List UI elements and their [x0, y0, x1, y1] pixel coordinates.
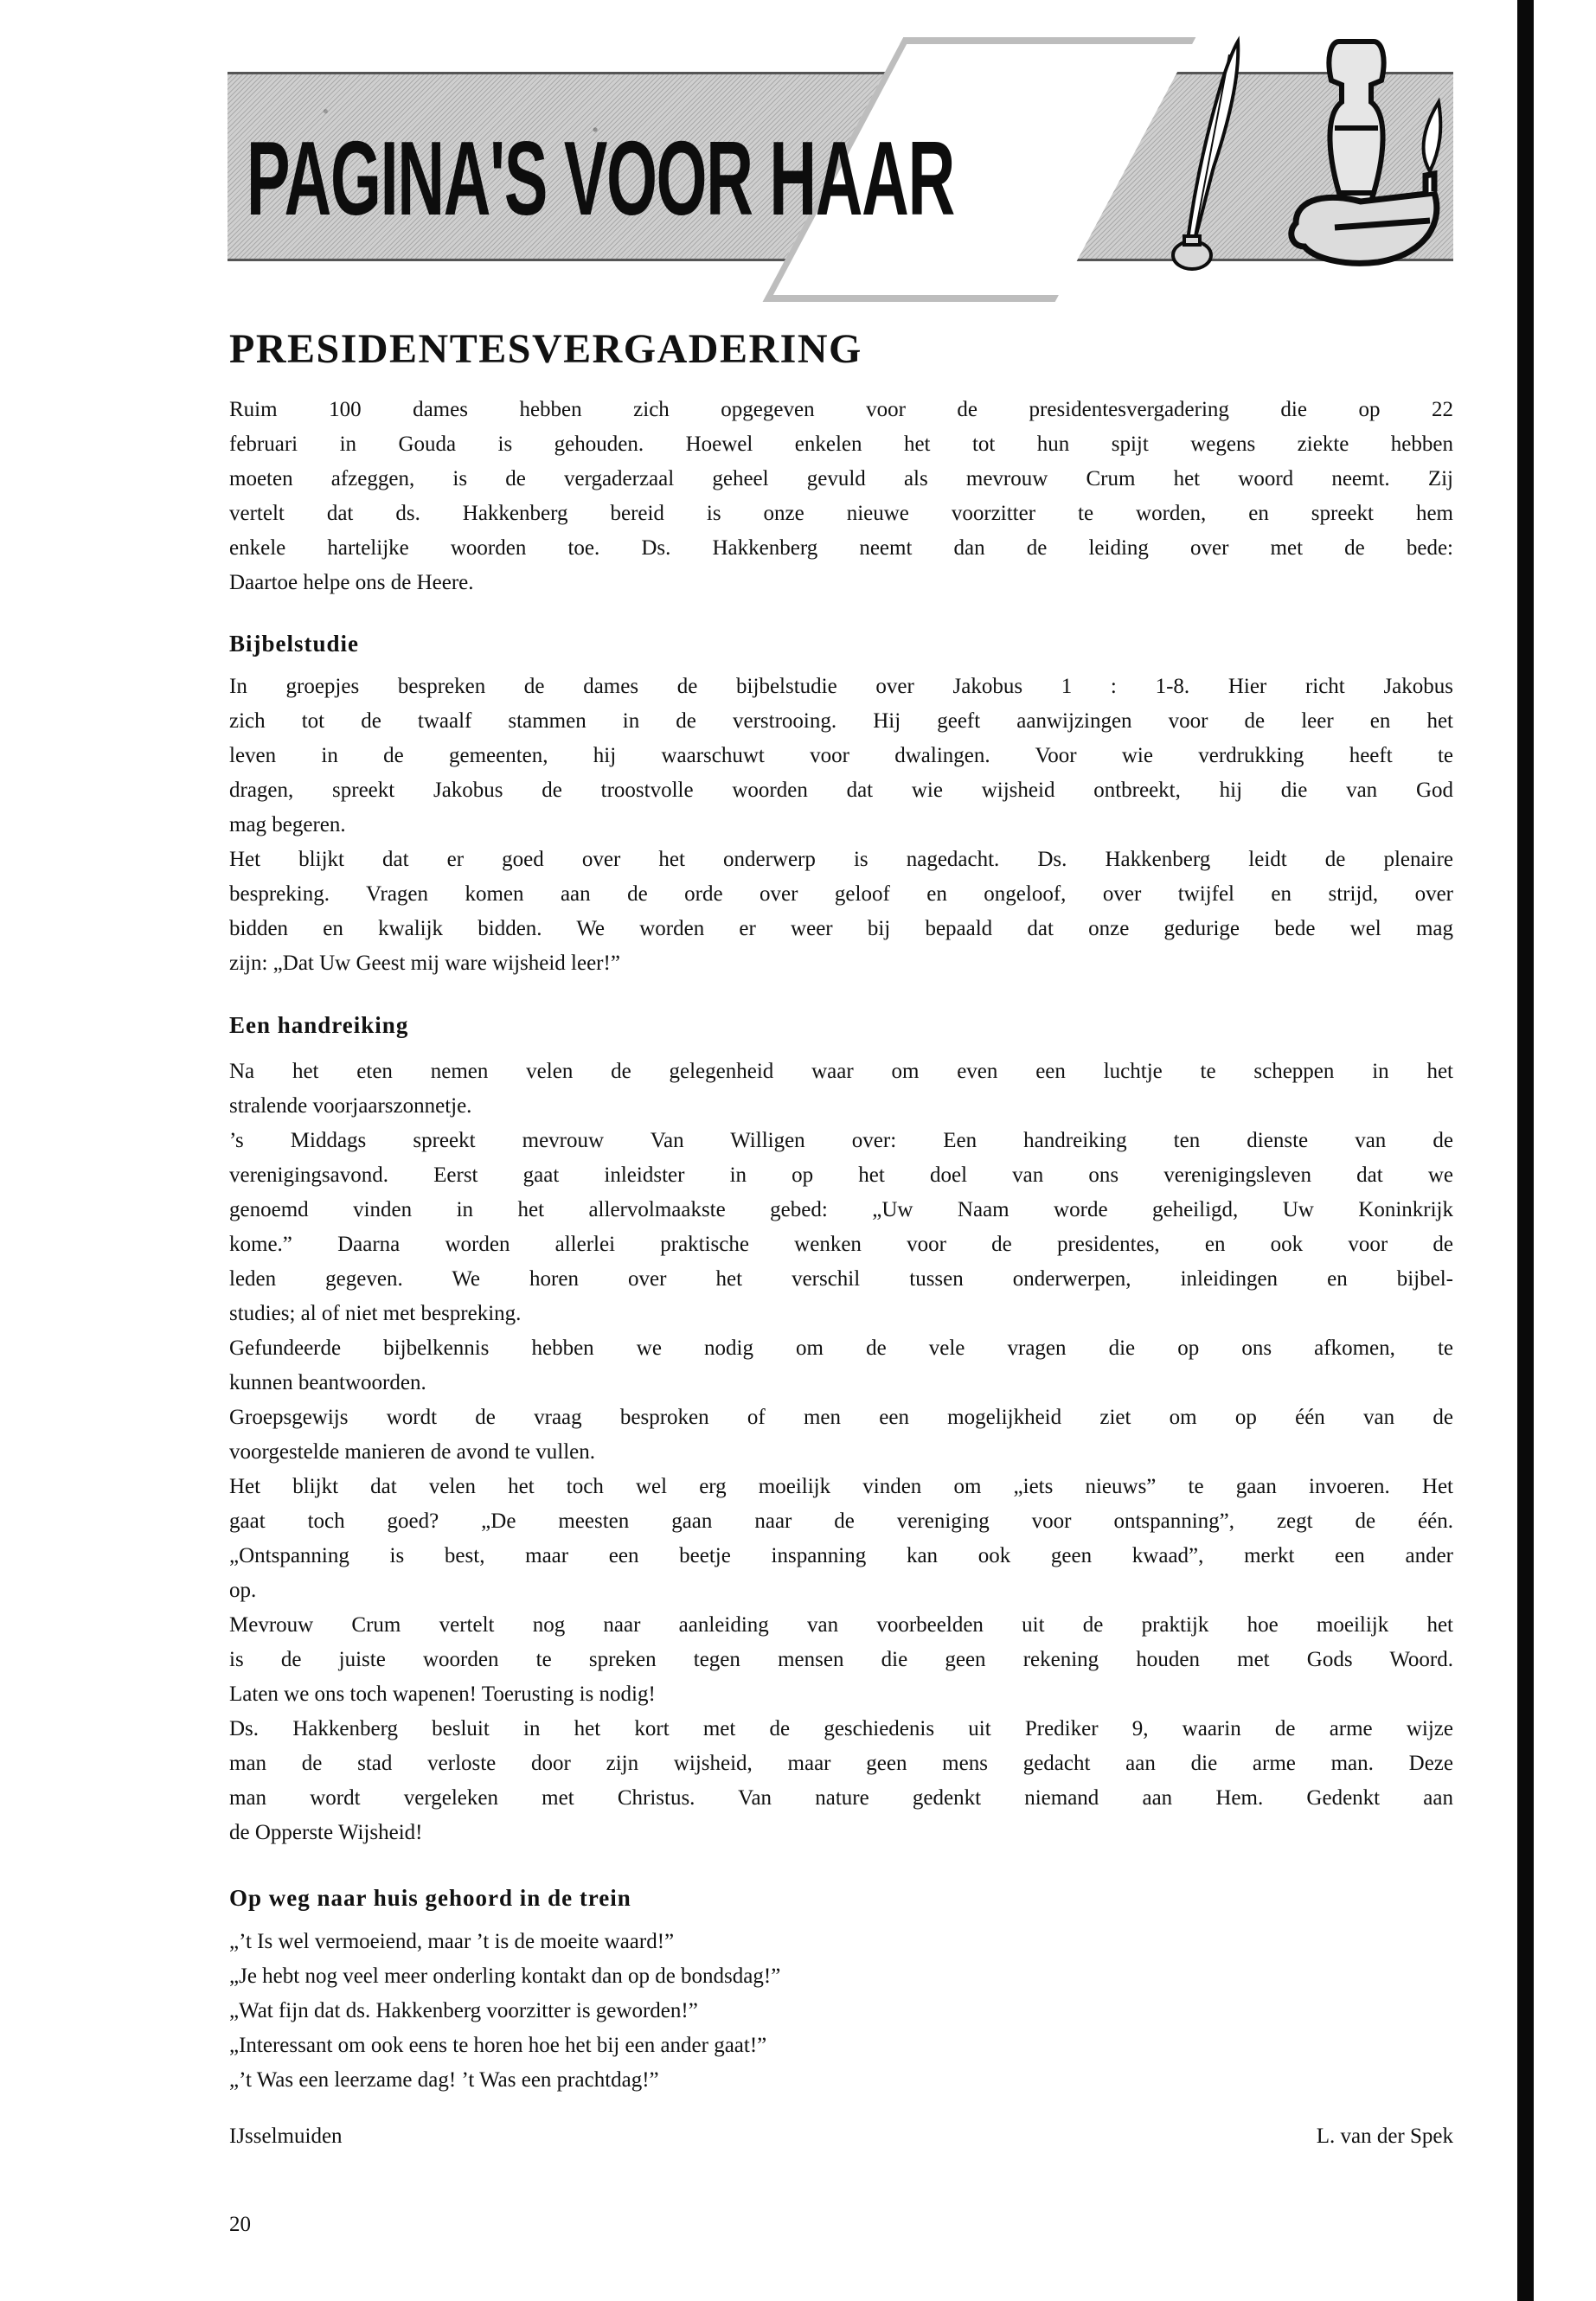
text-line: „Ontspanning is best, maar een beetje inspanning kan ook geen kwaad”, merkt een ander: [229, 1544, 1453, 1567]
section-body-bijbelstudie: [229, 670, 1453, 981]
text-line: dragen, spreekt Jakobus de troostvolle woorden dat wie wijsheid ontbreekt, hij die van God: [229, 779, 1453, 802]
text-line: leven in de gemeenten, hij waarschuwt voor dwalingen. Voor wie verdrukking heeft te: [229, 744, 1453, 767]
text-line: In groepjes bespreken de dames de bijbelstudie over Jakobus 1 : 1-8. Hier richt Jakobus: [229, 675, 1453, 698]
page-edge-bar: [1517, 0, 1534, 2301]
text-line: februari in Gouda is gehouden. Hoewel enkelen het tot hun spijt wegens ziekte hebben: [229, 433, 1453, 456]
banner-title: PAGINA'S VOOR HAAR: [247, 119, 954, 237]
text-line: stralende voorjaarszonnetje.: [229, 1094, 472, 1118]
text-line: Het blijkt dat er goed over het onderwerp is nagedacht. Ds. Hakkenberg leidt de plenaire: [229, 848, 1453, 871]
text-line: mag begeren.: [229, 813, 346, 836]
text-line: ’s Middags spreekt mevrouw Van Willigen over: Een handreiking ten dienste van de: [229, 1129, 1453, 1152]
quote-line: „Interessant om ook eens te horen hoe het bij een ander gaat!”: [229, 2034, 767, 2057]
vase-icon: [1329, 42, 1383, 202]
section-heading-trein: Op weg naar huis gehoord in de trein: [229, 1885, 631, 1911]
text-line: Laten we ons toch wapenen! Toerusting is nodig!: [229, 1682, 656, 1706]
quote-line: „’t Was een leerzame dag! ’t Was een prachtdag!”: [229, 2068, 659, 2092]
text-line: man de stad verloste door zijn wijsheid, maar geen mens gedacht aan die arme man. Deze: [229, 1752, 1453, 1775]
text-line: verenigingsavond. Eerst gaat inleidster in op het doel van ons verenigingsleven dat we: [229, 1163, 1453, 1187]
text-line: gaat toch goed? „De meesten gaan naar de vereniging voor ontspanning”, zegt de één.: [229, 1509, 1453, 1533]
text-line: leden gegeven. We horen over het verschil tussen onderwerpen, inleidingen en bijbel-: [229, 1267, 1453, 1291]
section-heading-bijbelstudie: Bijbelstudie: [229, 631, 360, 657]
intro-paragraph: [229, 393, 1453, 600]
text-line: voorgestelde manieren de avond te vullen.: [229, 1440, 596, 1464]
signature-author: L. van der Spek: [1316, 2125, 1453, 2148]
header-banner: [228, 72, 1453, 261]
text-line: zijn: „Dat Uw Geest mij ware wijsheid leer!”: [229, 952, 620, 975]
text-line: Groepsgewijs wordt de vraag besproken of men een mogelijkheid ziet om op één van de: [229, 1406, 1453, 1429]
text-line: Gefundeerde bijbelkennis hebben we nodig om de vele vragen die op ons afkomen, te: [229, 1336, 1453, 1360]
text-line: moeten afzeggen, is de vergaderzaal geheel gevuld als mevrouw Crum het woord neemt. Zij: [229, 467, 1453, 490]
text-line: bidden en kwalijk bidden. We worden er weer bij bepaald dat onze gedurige bede wel mag: [229, 917, 1453, 940]
text-line: genoemd vinden in het allervolmaakste gebed: „Uw Naam worde geheiligd, Uw Koninkrijk: [229, 1198, 1453, 1221]
quote-line: „Wat fijn dat ds. Hakkenberg voorzitter is geworden!”: [229, 1999, 698, 2022]
text-line: Daartoe helpe ons de Heere.: [229, 571, 474, 594]
quote-line: „’t Is wel vermoeiend, maar ’t is de moeite waard!”: [229, 1930, 675, 1953]
text-line: studies; al of niet met bespreking.: [229, 1302, 522, 1325]
text-line: zich tot de twaalf stammen in de verstrooing. Hij geeft aanwijzingen voor de leer en het: [229, 709, 1453, 733]
text-line: vertelt dat ds. Hakkenberg bereid is onze nieuwe voorzitter te worden, en spreekt hem: [229, 502, 1453, 525]
text-line: kunnen beantwoorden.: [229, 1371, 426, 1394]
section-body-handreiking: [229, 1054, 1453, 1850]
text-line: op.: [229, 1579, 257, 1602]
quill-and-inkwell-icon: [1173, 42, 1238, 269]
text-line: bespreking. Vragen komen aan de orde over geloof en ongeloof, over twijfel en strijd, over: [229, 882, 1453, 906]
section-body-trein-quotes: [229, 1925, 1453, 2098]
text-line: Ruim 100 dames hebben zich opgegeven voor de presidentesvergadering die op 22: [229, 398, 1453, 421]
page-number: 20: [229, 2213, 251, 2236]
text-line: Ds. Hakkenberg besluit in het kort met de geschiedenis uit Prediker 9, waarin de arme wijze: [229, 1717, 1453, 1740]
text-line: is de juiste woorden te spreken tegen mensen die geen rekening houden met Gods Woord.: [229, 1648, 1453, 1671]
page-title: PRESIDENTESVERGADERING: [229, 326, 862, 372]
text-line: de Opperste Wijsheid!: [229, 1821, 423, 1844]
section-heading-handreiking: Een handreiking: [229, 1012, 409, 1038]
signature-place: IJsselmuiden: [229, 2125, 343, 2148]
banner-illustration: [1127, 20, 1456, 271]
text-line: Na het eten nemen velen de gelegenheid waar om even een luchtje te scheppen in het: [229, 1060, 1453, 1083]
text-line: kome.” Daarna worden allerlei praktische wenken voor de presidentes, en ook voor de: [229, 1233, 1453, 1256]
text-line: man wordt vergeleken met Christus. Van nature gedenkt niemand aan Hem. Gedenkt aan: [229, 1786, 1453, 1810]
text-line: enkele hartelijke woorden toe. Ds. Hakkenberg neemt dan de leiding over met de bede:: [229, 536, 1453, 560]
text-line: Mevrouw Crum vertelt nog naar aanleiding van voorbeelden uit de praktijk hoe moeilijk het: [229, 1613, 1453, 1637]
text-line: Het blijkt dat velen het toch wel erg moeilijk vinden om „iets nieuws” te gaan invoeren. Het: [229, 1475, 1453, 1498]
quote-line: „Je hebt nog veel meer onderling kontakt dan op de bondsdag!”: [229, 1965, 781, 1988]
